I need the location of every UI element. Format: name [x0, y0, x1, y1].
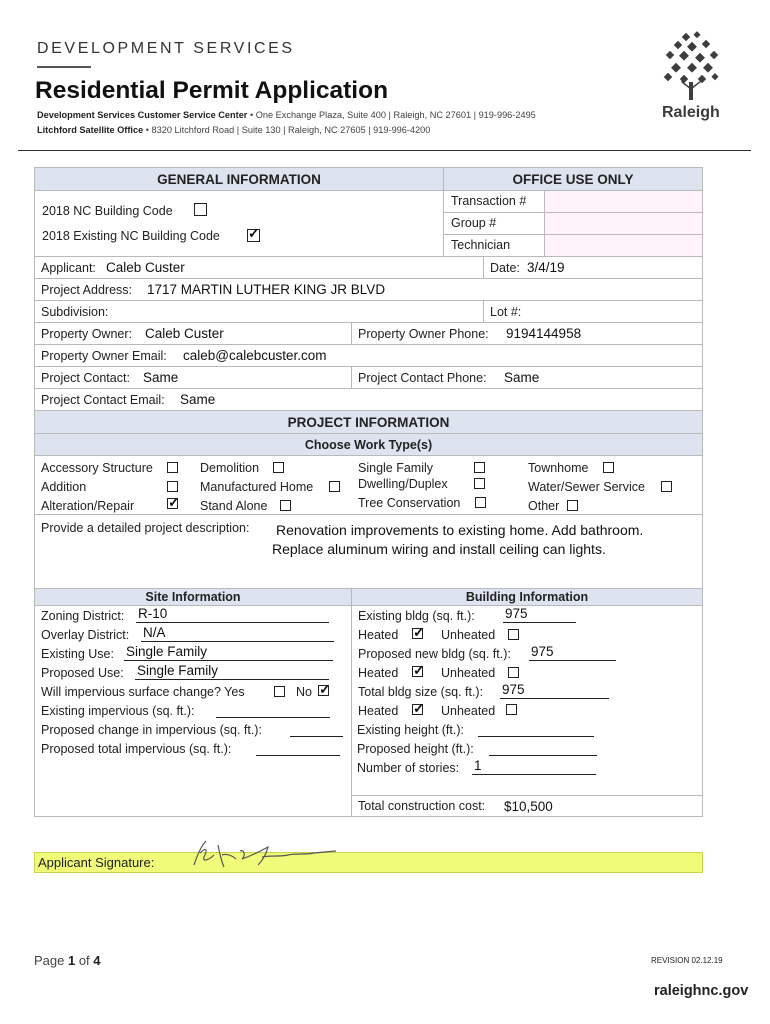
existing-unheated-label: Unheated	[441, 628, 496, 642]
work-type-single-family-checkbox[interactable]	[474, 462, 485, 473]
office2-name: Litchford Satellite Office	[37, 125, 144, 135]
contact-phone-label: Project Contact Phone:	[358, 371, 487, 385]
existing-impervious-underline	[216, 717, 330, 718]
existing-height-underline	[478, 736, 594, 737]
zoning-underline	[136, 622, 329, 623]
existing-bldg-underline	[503, 622, 576, 623]
work-type-accessory-label: Accessory Structure	[41, 461, 153, 475]
proposed-new-underline	[529, 660, 616, 661]
owner-email-label: Property Owner Email:	[41, 349, 167, 363]
work-type-dwelling-label: Dwelling/Duplex	[358, 477, 448, 491]
technician-label: Technician	[451, 238, 511, 252]
work-type-manufactured-checkbox[interactable]	[329, 481, 340, 492]
stories-value[interactable]: 1	[474, 758, 482, 773]
contact-value[interactable]: Same	[143, 370, 179, 385]
raleigh-logo-text: Raleigh	[662, 104, 720, 121]
work-type-demolition-label: Demolition	[200, 461, 260, 475]
technician-field[interactable]	[544, 234, 703, 257]
proposed-total-underline	[256, 755, 340, 756]
existing-use-value[interactable]: Single Family	[126, 644, 208, 659]
work-type-demolition-checkbox[interactable]	[273, 462, 284, 473]
existing-use-label: Existing Use:	[41, 647, 114, 661]
work-type-single-family-label: Single Family	[358, 461, 434, 475]
lot-label: Lot #:	[490, 305, 522, 319]
impervious-no-checkbox[interactable]	[318, 685, 329, 696]
work-type-alteration-label: Alteration/Repair	[41, 499, 135, 513]
project-address-label: Project Address:	[41, 283, 133, 297]
revision-label: REVISION 02.12.19	[651, 956, 723, 965]
description-line-2[interactable]: Replace aluminum wiring and install ceiling can lights.	[272, 541, 606, 557]
existing-impervious-label: Existing impervious (sq. ft.):	[41, 704, 195, 718]
nc-building-code-label: 2018 NC Building Code	[42, 204, 173, 218]
zoning-label: Zoning District:	[41, 609, 125, 623]
proposed-height-label: Proposed height (ft.):	[357, 742, 474, 756]
work-type-other-checkbox[interactable]	[567, 500, 578, 511]
building-cost-divider	[351, 795, 703, 796]
page-number	[34, 953, 101, 968]
signature-scribble	[188, 833, 338, 873]
stories-underline	[472, 774, 596, 775]
work-type-water-sewer-label: Water/Sewer Service	[528, 480, 645, 494]
proposed-new-label: Proposed new bldg (sq. ft.):	[358, 647, 511, 661]
total-bldg-underline	[500, 698, 609, 699]
work-type-tree-label: Tree Conservation	[358, 496, 461, 510]
office2-address: • 8320 Litchford Road | Suite 130 | Raleigh, NC 27605 | 919-996-4200	[143, 125, 431, 135]
office-address-2	[37, 125, 430, 135]
contact-label: Project Contact:	[41, 371, 130, 385]
work-type-accessory-checkbox[interactable]	[167, 462, 178, 473]
impervious-no-label: No	[296, 685, 312, 699]
work-type-other-label: Other	[528, 499, 560, 513]
work-type-townhome-checkbox[interactable]	[603, 462, 614, 473]
general-info-header: GENERAL INFORMATION	[34, 167, 444, 191]
existing-height-label: Existing height (ft.):	[357, 723, 464, 737]
signature-label: Applicant Signature:	[38, 855, 155, 870]
existing-heated-checkbox[interactable]	[412, 628, 423, 639]
total-unheated-checkbox[interactable]	[506, 704, 517, 715]
building-info-header: Building Information	[351, 588, 703, 606]
contact-phone-value[interactable]: Same	[504, 370, 540, 385]
group-field[interactable]	[544, 212, 703, 235]
work-type-stand-alone-label: Stand Alone	[200, 499, 268, 513]
proposed-use-value[interactable]: Single Family	[137, 663, 219, 678]
total-bldg-value[interactable]: 975	[502, 682, 525, 697]
applicant-label: Applicant:	[41, 261, 96, 275]
proposed-new-value[interactable]: 975	[531, 644, 554, 659]
total-bldg-label: Total bldg size (sq. ft.):	[358, 685, 484, 699]
overlay-label: Overlay District:	[41, 628, 130, 642]
impervious-change-label: Will impervious surface change? Yes	[41, 685, 245, 699]
applicant-cell	[34, 256, 484, 279]
header-rule	[37, 66, 91, 68]
existing-building-code-label: 2018 Existing NC Building Code	[42, 229, 220, 243]
description-label: Provide a detailed project description:	[41, 521, 250, 535]
owner-value[interactable]: Caleb Custer	[145, 326, 224, 341]
work-type-dwelling-checkbox[interactable]	[474, 478, 485, 489]
page-prefix: Page	[34, 953, 68, 968]
project-info-header: PROJECT INFORMATION	[34, 410, 703, 434]
office-address-1	[37, 110, 536, 120]
header-divider	[18, 150, 751, 151]
page-title: Residential Permit Application	[35, 77, 389, 104]
existing-heated-label: Heated	[358, 628, 399, 642]
proposed-total-label: Proposed total impervious (sq. ft.):	[41, 742, 232, 756]
work-type-townhome-label: Townhome	[528, 461, 589, 475]
work-type-stand-alone-checkbox[interactable]	[280, 500, 291, 511]
proposed-unheated-label: Unheated	[441, 666, 496, 680]
existing-use-underline	[124, 660, 333, 661]
impervious-yes-checkbox[interactable]	[274, 686, 285, 697]
total-heated-label: Heated	[358, 704, 399, 718]
department-name: DEVELOPMENT SERVICES	[37, 40, 295, 57]
page-current: 1	[67, 953, 76, 968]
transaction-field[interactable]	[544, 190, 703, 213]
proposed-use-label: Proposed Use:	[41, 666, 124, 680]
contact-email-value[interactable]: Same	[180, 392, 216, 407]
work-type-header: Choose Work Type(s)	[34, 433, 703, 456]
proposed-change-label: Proposed change in impervious (sq. ft.):	[41, 723, 262, 737]
proposed-heated-label: Heated	[358, 666, 399, 680]
nc-building-code-checkbox[interactable]	[194, 203, 207, 216]
owner-email-value[interactable]: caleb@calebcuster.com	[183, 348, 327, 363]
contact-email-label: Project Contact Email:	[41, 393, 165, 407]
group-label: Group #	[451, 216, 497, 230]
subdivision-label: Subdivision:	[41, 305, 109, 319]
work-type-addition-checkbox[interactable]	[167, 481, 178, 492]
existing-building-code-checkbox[interactable]	[247, 229, 260, 242]
page-total: 4	[93, 953, 101, 968]
overlay-underline	[141, 641, 334, 642]
work-type-tree-checkbox[interactable]	[475, 497, 486, 508]
proposed-height-underline	[489, 755, 597, 756]
transaction-label: Transaction #	[451, 194, 527, 208]
website-link[interactable]: raleighnc.gov	[654, 983, 749, 999]
proposed-unheated-checkbox[interactable]	[508, 667, 519, 678]
construction-cost-value[interactable]: $10,500	[504, 799, 553, 814]
building-code-cell	[34, 190, 444, 257]
date-value[interactable]: 3/4/19	[527, 260, 565, 275]
project-address-value[interactable]: 1717 MARTIN LUTHER KING JR BLVD	[147, 282, 386, 297]
total-unheated-label: Unheated	[441, 704, 496, 718]
overlay-value[interactable]: N/A	[143, 625, 166, 640]
stories-label: Number of stories:	[357, 761, 460, 775]
work-type-manufactured-label: Manufactured Home	[200, 480, 314, 494]
page-of: of	[75, 953, 94, 968]
owner-label: Property Owner:	[41, 327, 133, 341]
building-info-body	[351, 605, 703, 817]
work-type-alteration-checkbox[interactable]	[167, 498, 178, 509]
owner-phone-label: Property Owner Phone:	[358, 327, 489, 341]
existing-bldg-value[interactable]: 975	[505, 606, 528, 621]
applicant-value[interactable]: Caleb Custer	[106, 260, 185, 275]
office1-name: Development Services Customer Service Center	[37, 110, 248, 120]
description-line-1[interactable]: Renovation improvements to existing home. Add bathroom.	[276, 522, 644, 538]
date-label: Date:	[490, 261, 520, 275]
total-heated-checkbox[interactable]	[412, 704, 423, 715]
office-use-header: OFFICE USE ONLY	[443, 167, 703, 191]
site-info-header: Site Information	[34, 588, 352, 606]
work-type-addition-label: Addition	[41, 480, 87, 494]
proposed-heated-checkbox[interactable]	[412, 666, 423, 677]
owner-phone-value[interactable]: 9194144958	[506, 326, 582, 341]
zoning-value[interactable]: R-10	[138, 606, 168, 621]
existing-bldg-label: Existing bldg (sq. ft.):	[358, 609, 475, 623]
proposed-change-underline	[290, 736, 343, 737]
proposed-use-underline	[135, 679, 329, 680]
existing-unheated-checkbox[interactable]	[508, 629, 519, 640]
construction-cost-label: Total construction cost:	[358, 799, 486, 813]
work-type-water-sewer-checkbox[interactable]	[661, 481, 672, 492]
office1-address: • One Exchange Plaza, Suite 400 | Raleigh, NC 27601 | 919-996-2495	[247, 110, 536, 120]
